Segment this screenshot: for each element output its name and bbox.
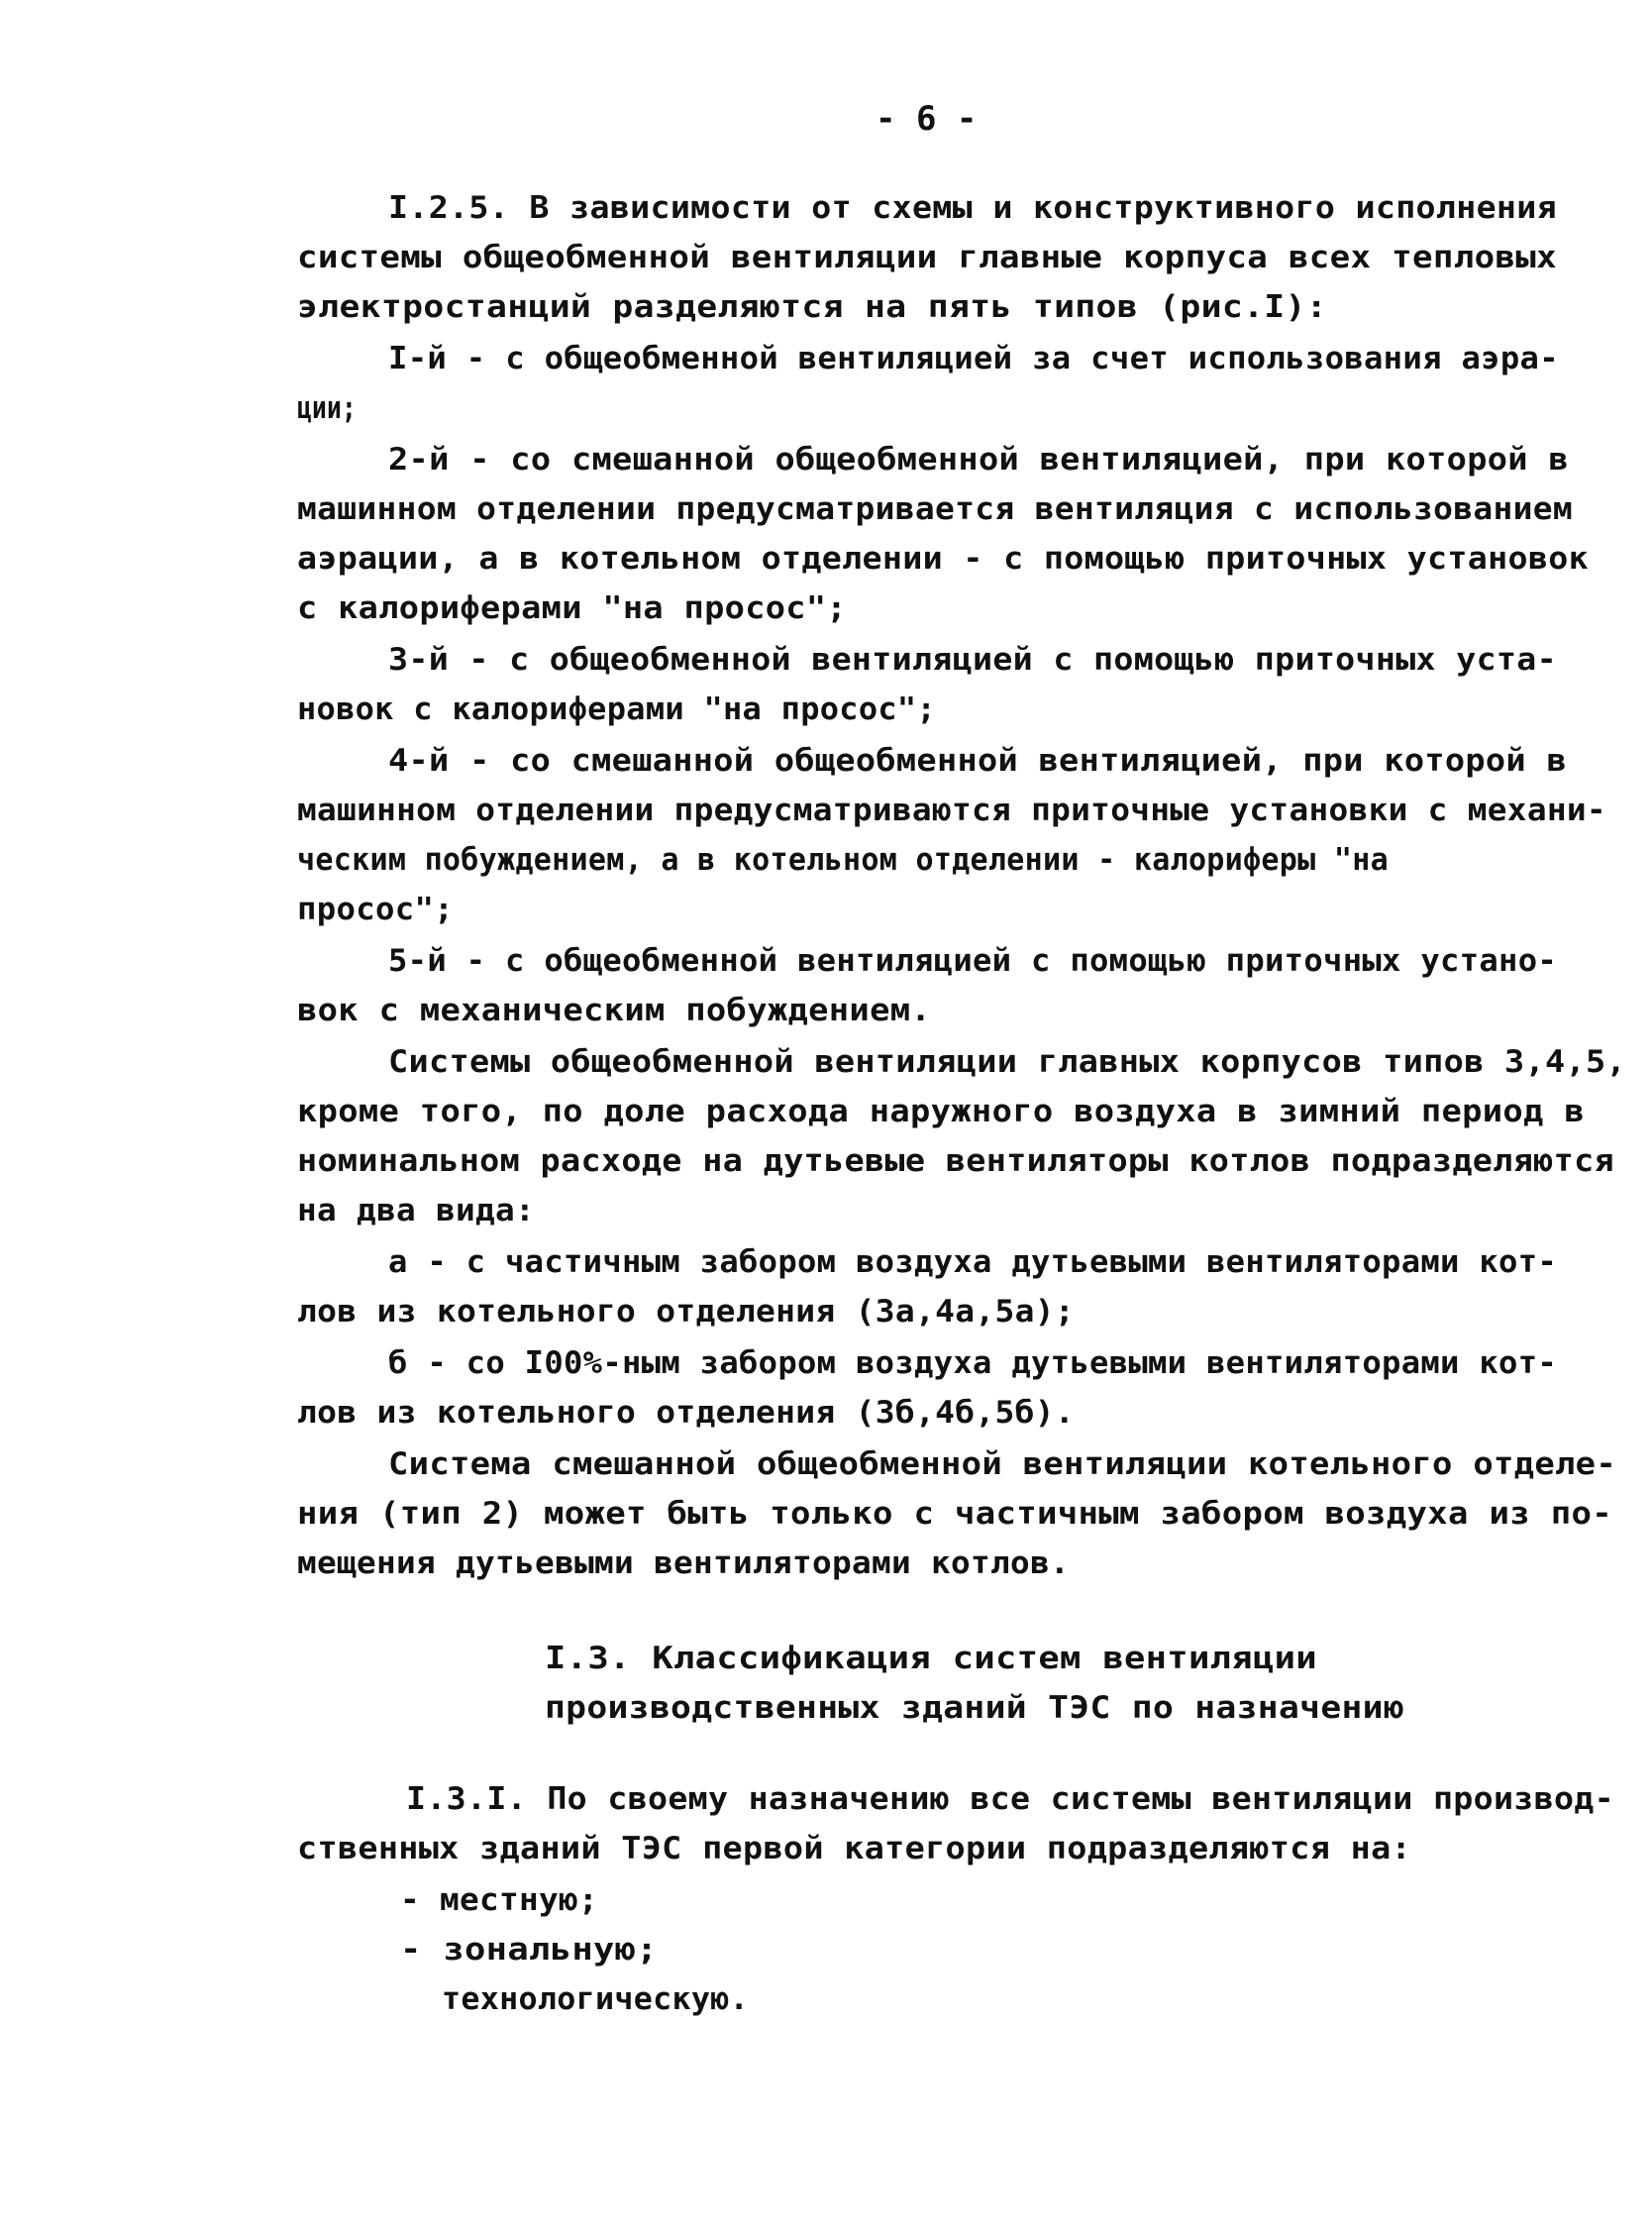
text-line: машинном отделении предусматриваются приточные установки с механи- (297, 793, 1606, 828)
text-line: I.3.I. По своему назначению все системы вентиляции производ- (406, 1781, 1614, 1817)
text-line: а - с частичным забором воздуха дутьевыми вентиляторами кот- (388, 1244, 1558, 1280)
text-line: 5-й - с общеобменной вентиляцией с помощью приточных устано- (388, 943, 1558, 979)
text-line: кроме того, по доле расхода наружного воздуха в зимний период в (297, 1094, 1585, 1129)
text-line: ния (тип 2) может быть только с частичным забором воздуха из по- (297, 1496, 1612, 1532)
text-line: I-й - с общеобменной вентиляцией за счет использования аэра- (388, 341, 1559, 376)
text-line: лов из котельного отделения (3а,4а,5а); (297, 1294, 1076, 1330)
text-line: номинальном расходе на дутьевые вентиляторы котлов подразделяются (297, 1143, 1615, 1179)
text-line: Системы общеобменной вентиляции главных корпусов типов 3,4,5, (388, 1044, 1627, 1080)
text-line: просос"; (297, 892, 454, 927)
text-line: Система смешанной общеобменной вентиляции котельного отделе- (388, 1446, 1617, 1482)
text-line: машинном отделении предусматривается вентиляция с использованием (297, 491, 1573, 527)
text-line: производственных зданий ТЭС по назначению (545, 1690, 1405, 1726)
text-line: технологическую. (442, 1981, 750, 2017)
page-number: - 6 - (876, 99, 978, 139)
text-line: - зональную; (400, 1932, 659, 1968)
text-line: системы общеобменной вентиляции главные корпуса всех тепловых (297, 240, 1557, 275)
text-line: ческим побуждением, а в котельном отделении - калориферы "на (297, 842, 1389, 878)
text-line: с калориферами "на просос"; (297, 590, 847, 626)
text-line: б - со I00%-ным забором воздуха дутьевыми вентиляторами кот- (388, 1345, 1558, 1381)
text-line: новок с калориферами "на просос"; (297, 692, 937, 727)
text-line: вок с механическим побуждением. (297, 993, 932, 1028)
text-line: 2-й - со смешанной общеобменной вентиляцией, при которой в (388, 442, 1569, 478)
text-line: I.3. Классификация систем вентиляции (545, 1641, 1317, 1676)
text-line: аэрации, а в котельном отделении - с помощью приточных установок (297, 541, 1589, 577)
text-line: электростанций разделяются на пять типов (рис.I): (297, 289, 1327, 325)
text-line: мещения дутьевыми вентиляторами котлов. (297, 1545, 1070, 1581)
text-line: - местную; (400, 1882, 598, 1918)
text-line: ственных зданий ТЭС первой категории подразделяются на: (297, 1831, 1411, 1866)
text-line: 4-й - со смешанной общеобменной вентиляцией, при которой в (388, 743, 1567, 779)
text-line: ции; (297, 390, 357, 426)
text-line: 3-й - с общеобменной вентиляцией с помощью приточных уста- (388, 642, 1557, 678)
text-line: лов из котельного отделения (3б,4б,5б). (297, 1395, 1076, 1431)
text-line: I.2.5. В зависимости от схемы и конструктивного исполнения (388, 190, 1557, 226)
text-line: на два вида: (297, 1193, 536, 1228)
